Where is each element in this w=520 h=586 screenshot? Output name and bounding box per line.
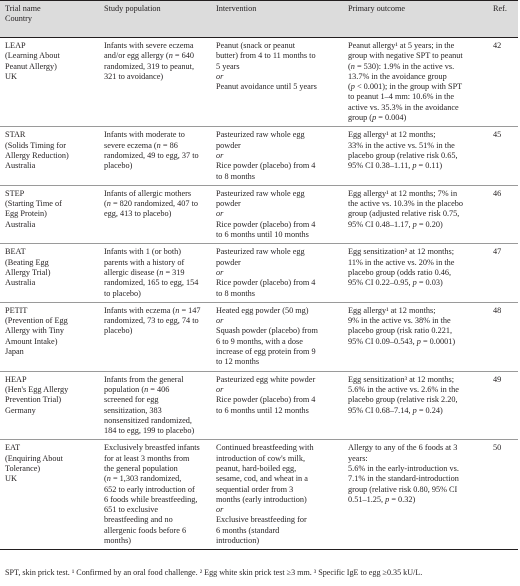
cell-population xyxy=(99,302,211,371)
trial-line: (Beating Egg xyxy=(5,257,49,267)
intervention-line: peanut, hard-boiled egg, xyxy=(216,463,297,473)
trial-line: UK xyxy=(5,474,17,484)
intervention-line: Exclusive breastfeeding for xyxy=(216,515,307,525)
outcome-line: Egg sensitization² at 12 months; xyxy=(348,247,455,257)
trial-line: Egg Protein) xyxy=(5,209,47,219)
population-line: placebo) xyxy=(104,161,133,171)
outcome-line: 13.7% in the avoidance group xyxy=(348,71,447,81)
intervention-line: Peanut avoidance until 5 years xyxy=(216,82,317,92)
outcome-line: group (p = 0.004) xyxy=(348,113,407,123)
outcome-line: 95% CI 0.22–0.95, p = 0.03) xyxy=(348,278,443,288)
cell-intervention xyxy=(211,38,343,127)
population-line: population (n = 406 xyxy=(104,384,170,394)
trial-line: (Learning About xyxy=(5,51,60,61)
population-line: (n = 1,303 randomized, xyxy=(104,474,182,484)
intervention-line: or xyxy=(216,150,224,160)
cell-ref: 50 xyxy=(488,440,518,550)
header-trial-name: Trial name xyxy=(5,4,41,13)
trial-line: Prevention Trial) xyxy=(5,395,62,405)
outcome-line: (p < 0.001); in the group with SPT xyxy=(348,82,463,92)
population-line: 184 to egg, 199 to placebo) xyxy=(104,426,195,436)
cell-trial xyxy=(0,185,99,243)
cell-population xyxy=(99,371,211,440)
population-line: randomized, 319 to peanut, xyxy=(104,61,195,71)
population-line: placebo) xyxy=(104,326,133,336)
trial-line: PETIT xyxy=(5,305,28,315)
trial-line: Amount Intake) xyxy=(5,336,58,346)
population-line: Infants with eczema (n = 147 xyxy=(104,305,201,315)
cell-population xyxy=(99,440,211,550)
outcome-line: 33% in the active vs. 51% in the xyxy=(348,140,455,150)
intervention-line: Heated egg powder (50 mg) xyxy=(216,305,309,315)
intervention-line: to 6 months until 10 months xyxy=(216,230,309,240)
intervention-line: to 8 months xyxy=(216,288,255,298)
population-line: severe eczema (n = 86 xyxy=(104,140,178,150)
population-line: screened for egg xyxy=(104,395,159,405)
trial-line: (Prevention of Egg xyxy=(5,316,68,326)
outcome-line: 11% in the active vs. 20% in the xyxy=(348,257,455,267)
intervention-line: Rice powder (placebo) from 4 xyxy=(216,395,316,405)
population-line: the general population xyxy=(104,463,178,473)
cell-trial xyxy=(0,440,99,550)
intervention-line: or xyxy=(216,267,224,277)
intervention-line: Pasteurized raw whole egg xyxy=(216,130,305,140)
population-line: Infants with moderate to xyxy=(104,130,185,140)
cell-ref: 47 xyxy=(488,244,518,302)
trial-line: Japan xyxy=(5,347,24,357)
header-ref: Ref. xyxy=(488,1,518,38)
population-line: nonsensitized randomized, xyxy=(104,415,192,425)
cell-ref: 48 xyxy=(488,302,518,371)
population-line: allergic disease (n = 319 xyxy=(104,267,185,277)
outcome-line: group (adjusted relative risk 0.75, xyxy=(348,209,460,219)
table-row xyxy=(0,371,518,440)
intervention-line: Rice powder (placebo) from 4 xyxy=(216,278,316,288)
cell-outcome xyxy=(343,440,488,550)
population-line: to placebo) xyxy=(104,288,141,298)
header-outcome: Primary outcome xyxy=(343,1,488,38)
trial-line: STAR xyxy=(5,130,26,140)
intervention-line: months (early introduction) xyxy=(216,494,307,504)
cell-trial xyxy=(0,38,99,127)
cell-outcome xyxy=(343,371,488,440)
population-line: egg, 413 to placebo) xyxy=(104,209,172,219)
outcome-line: 0.51–1.25, p = 0.32) xyxy=(348,494,416,504)
population-line: sensitization, 383 xyxy=(104,405,162,415)
cell-ref: 49 xyxy=(488,371,518,440)
intervention-line: sequential order from 3 xyxy=(216,484,294,494)
intervention-line: 6 months (standard xyxy=(216,525,280,535)
population-line: randomized, 165 to egg, 154 xyxy=(104,278,199,288)
population-line: months) xyxy=(104,536,132,546)
outcome-line: 95% CI 0.09–0.543, p = 0.0001) xyxy=(348,336,456,346)
outcome-line: placebo group (relative risk 0.65, xyxy=(348,150,458,160)
population-line: Exclusively breastfed infants xyxy=(104,443,200,453)
table-footnote: SPT, skin prick test. ¹ Confirmed by an oral food challenge. ² Egg white skin prick test ≥3 mm. ³ Specific IgE to egg ≥0.35 kU/L. xyxy=(5,568,423,577)
intervention-line: to 8 months xyxy=(216,171,255,181)
intervention-line: 6 to 9 months, with a dose xyxy=(216,336,303,346)
population-line: allergenic foods before 6 xyxy=(104,525,187,535)
population-line: (n = 820 randomized, 407 to xyxy=(104,199,199,209)
cell-intervention xyxy=(211,371,343,440)
intervention-line: powder xyxy=(216,257,241,267)
outcome-line: Egg allergy¹ at 12 months; xyxy=(348,305,436,315)
table-row xyxy=(0,38,518,127)
cell-population xyxy=(99,38,211,127)
table-header xyxy=(0,1,518,38)
outcome-line: placebo group (relative risk 2.20, xyxy=(348,395,458,405)
population-line: Infants of allergic mothers xyxy=(104,188,192,198)
outcome-line: Egg sensitization³ at 12 months; xyxy=(348,374,455,384)
intervention-line: to 12 months xyxy=(216,357,260,367)
outcome-line: Peanut allergy¹ at 5 years; in the xyxy=(348,41,455,50)
trial-line: EAT xyxy=(5,443,21,453)
cell-intervention xyxy=(211,302,343,371)
table-row xyxy=(0,302,518,371)
outcome-line: 95% CI 0.48–1.17, p = 0.20) xyxy=(348,219,443,229)
table-row xyxy=(0,440,518,550)
population-line: breastfeeding and no xyxy=(104,515,173,525)
cell-outcome xyxy=(343,38,488,127)
header-trial xyxy=(0,1,99,38)
population-line: 6 foods while breastfeeding, xyxy=(104,494,198,504)
outcome-line: years: xyxy=(348,453,368,463)
outcome-line: (n = 530): 1.9% in the active vs. xyxy=(348,61,455,71)
outcome-line: placebo group (odds ratio 0.46, xyxy=(348,267,452,277)
intervention-line: or xyxy=(216,505,224,515)
header-intervention: Intervention xyxy=(211,1,343,38)
trial-line: LEAP xyxy=(5,41,26,50)
trial-line: UK xyxy=(5,71,17,81)
intervention-line: or xyxy=(216,316,224,326)
cell-ref: 45 xyxy=(488,127,518,185)
trial-line: Tolerance) xyxy=(5,463,41,473)
outcome-line: 5.6% in the early-introduction vs. xyxy=(348,463,459,473)
intervention-line: Peanut (snack or peanut xyxy=(216,41,296,50)
intervention-line: Pasteurized raw whole egg xyxy=(216,188,305,198)
cell-population xyxy=(99,127,211,185)
cell-outcome xyxy=(343,244,488,302)
cell-intervention xyxy=(211,244,343,302)
intervention-line: Continued breastfeeding with xyxy=(216,443,314,453)
intervention-line: powder xyxy=(216,140,241,150)
intervention-line: butter) from 4 to 11 months to xyxy=(216,51,316,61)
trial-line: Australia xyxy=(5,278,36,288)
trial-line: (Solids Timing for xyxy=(5,140,66,150)
intervention-line: introduction) xyxy=(216,536,260,546)
outcome-line: group with negative SPT to peanut xyxy=(348,51,463,61)
population-line: Infants from the general xyxy=(104,374,184,384)
outcome-line: 9% in the active vs. 38% in the xyxy=(348,316,451,326)
trial-line: STEP xyxy=(5,188,25,198)
cell-intervention xyxy=(211,185,343,243)
table-body xyxy=(0,38,518,550)
population-line: randomized, 49 to egg, 37 to xyxy=(104,150,199,160)
cell-population xyxy=(99,244,211,302)
outcome-line: active vs. 35.3% in the avoidance xyxy=(348,102,459,112)
intervention-line: or xyxy=(216,71,224,81)
cell-ref: 46 xyxy=(488,185,518,243)
cell-ref: 42 xyxy=(488,38,518,127)
trial-line: Allergy Trial) xyxy=(5,267,51,277)
intervention-line: powder xyxy=(216,199,241,209)
trial-line: Allergy Reduction) xyxy=(5,150,69,160)
intervention-line: or xyxy=(216,209,224,219)
outcome-line: the active vs. 10.3% in the placebo xyxy=(348,199,464,209)
population-line: parents with a history of xyxy=(104,257,185,267)
outcome-line: Allergy to any of the 6 foods at 3 xyxy=(348,443,458,453)
trial-line: HEAP xyxy=(5,374,27,384)
outcome-line: Egg allergy¹ at 12 months; 7% in xyxy=(348,188,458,198)
trial-line: Allergy with Tiny xyxy=(5,326,64,336)
outcome-line: 95% CI 0.38–1.11, p = 0.11) xyxy=(348,161,443,171)
cell-trial xyxy=(0,127,99,185)
intervention-line: introduction of cow's milk, xyxy=(216,453,306,463)
trial-line: BEAT xyxy=(5,247,26,257)
outcome-line: 5.6% in the active vs. 2.6% in the xyxy=(348,384,459,394)
trial-line: Australia xyxy=(5,161,36,171)
trial-line: (Enquiring About xyxy=(5,453,63,463)
intervention-line: increase of egg protein from 9 xyxy=(216,347,316,357)
cell-intervention xyxy=(211,440,343,550)
cell-trial xyxy=(0,302,99,371)
population-line: for at least 3 months from xyxy=(104,453,190,463)
cell-intervention xyxy=(211,127,343,185)
outcome-line: group (relative risk 0.80, 95% CI xyxy=(348,484,458,494)
trial-line: (Hen's Egg Allergy xyxy=(5,384,69,394)
cell-population xyxy=(99,185,211,243)
population-line: 652 to early introduction of xyxy=(104,484,195,494)
population-line: and/or egg allergy (n = 640 xyxy=(104,51,194,61)
intervention-line: sesame, cod, and wheat in a xyxy=(216,474,308,484)
trial-line: (Starting Time of xyxy=(5,199,62,209)
outcome-line: Egg allergy¹ at 12 months; xyxy=(348,130,436,140)
trial-line: Germany xyxy=(5,405,36,415)
outcome-line: to peanut 1–4 mm: 10.6% in the xyxy=(348,92,455,102)
intervention-line: 5 years xyxy=(216,61,240,71)
header-population: Study population xyxy=(99,1,211,38)
cell-outcome xyxy=(343,185,488,243)
header-country: Country xyxy=(5,14,33,24)
intervention-line: Rice powder (placebo) from 4 xyxy=(216,161,316,171)
population-line: Infants with severe eczema xyxy=(104,41,194,50)
intervention-line: Pasteurized egg white powder xyxy=(216,374,316,384)
intervention-line: to 6 months until 12 months xyxy=(216,405,309,415)
table-row xyxy=(0,185,518,243)
intervention-line: Pasteurized raw whole egg xyxy=(216,247,305,257)
population-line: Infants with 1 (or both) xyxy=(104,247,181,257)
outcome-line: placebo group (risk ratio 0.221, xyxy=(348,326,453,336)
trial-line: Australia xyxy=(5,219,36,229)
cell-outcome xyxy=(343,127,488,185)
cell-trial xyxy=(0,371,99,440)
intervention-line: or xyxy=(216,384,224,394)
intervention-line: Squash powder (placebo) from xyxy=(216,326,318,336)
outcome-line: 95% CI 0.68–7.14, p = 0.24) xyxy=(348,405,443,415)
intervention-line: Rice powder (placebo) from 4 xyxy=(216,219,316,229)
outcome-line: 7.1% in the standard-introduction xyxy=(348,474,459,484)
trial-line: Peanut Allergy) xyxy=(5,61,57,71)
cell-trial xyxy=(0,244,99,302)
population-line: randomized, 73 to egg, 74 to xyxy=(104,316,199,326)
population-line: 321 to avoidance) xyxy=(104,71,164,81)
table-row xyxy=(0,127,518,185)
cell-outcome xyxy=(343,302,488,371)
population-line: 651 to exclusive xyxy=(104,505,159,515)
table-row xyxy=(0,244,518,302)
